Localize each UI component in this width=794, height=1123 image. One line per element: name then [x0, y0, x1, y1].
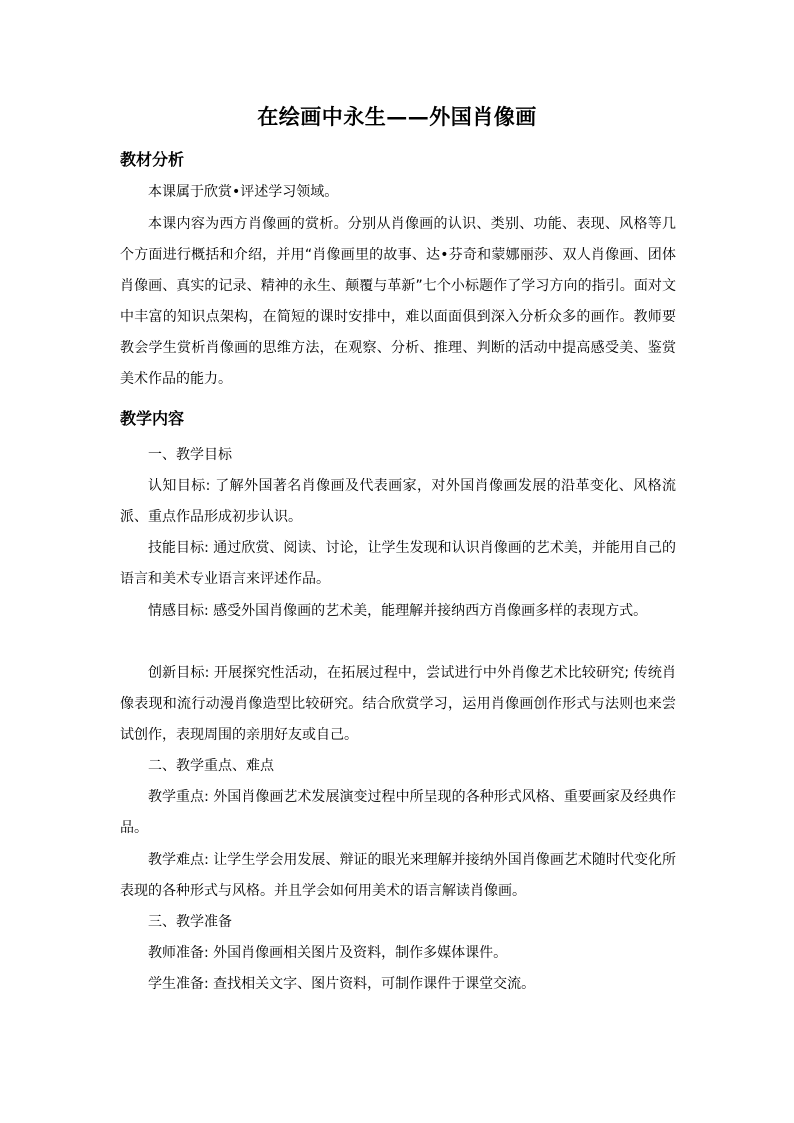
section-heading-textbook-analysis: 教材分析 [120, 150, 185, 169]
section-heading-teaching-content: 教学内容 [120, 409, 185, 428]
paragraph-lesson-domain: 本课属于欣赏•评述学习领域。 [148, 184, 339, 200]
subheading-teaching-preparation: 三、教学准备 [148, 914, 232, 930]
subheading-teaching-goals: 一、教学目标 [148, 447, 232, 463]
paragraph-teaching-difficulty: 教学难点: 让学生学会用发展、辩证的眼光来理解并接纳外国肖像画艺术随时代变化所表现的各种形式与风格。并且学会如何用美术的语言解读肖像画。 [120, 852, 676, 899]
paragraph-student-preparation: 学生准备: 查找相关文字、图片资料，可制作课件于课堂交流。 [148, 976, 536, 992]
paragraph-innovation-goal: 创新目标: 开展探究性活动，在拓展过程中，尝试进行中外肖像艺术比较研究; 传统肖像表现和流行动漫肖像造型比较研究。结合欣赏学习，运用肖像画创作形式与法则也来尝试创作，表现周围的亲朋好友或自己。 [120, 665, 676, 743]
subheading-key-points: 二、教学重点、难点 [148, 758, 274, 774]
document-title: 在绘画中永生——外国肖像画 [257, 104, 537, 129]
paragraph-lesson-content: 本课内容为西方肖像画的赏析。分别从肖像画的认识、类别、功能、表现、风格等几个方面进行概括和介绍，并用“肖像画里的故事、达•芬奇和蒙娜丽莎、双人肖像画、团体肖像画、真实的记录、精神的永生、颠覆与革新”七个小标题作了学习方向的指引。面对文中丰富的知识点架构，在简短的课时安排中，难以面面俱到深入分析众多的画作。教师要教会学生赏析肖像画的思维方法，在观察、分析、推理、判断的活动中提高感受美、鉴赏美术作品的能力。 [120, 216, 676, 387]
paragraph-teacher-preparation: 教师准备: 外国肖像画相关图片及资料，制作多媒体课件。 [148, 945, 508, 961]
paragraph-emotion-goal: 情感目标: 感受外国肖像画的艺术美，能理解并接纳西方肖像画多样的表现方式。 [148, 603, 648, 619]
paragraph-teaching-focus: 教学重点: 外国肖像画艺术发展演变过程中所呈现的各种形式风格、重要画家及经典作品。 [120, 789, 676, 836]
paragraph-skill-goal: 技能目标: 通过欣赏、阅读、讨论，让学生发现和认识肖像画的艺术美，并能用自己的语言和美术专业语言来评述作品。 [120, 540, 676, 587]
paragraph-cognitive-goal: 认知目标: 了解外国著名肖像画及代表画家，对外国肖像画发展的沿革变化、风格流派、重点作品形成初步认识。 [120, 478, 676, 525]
